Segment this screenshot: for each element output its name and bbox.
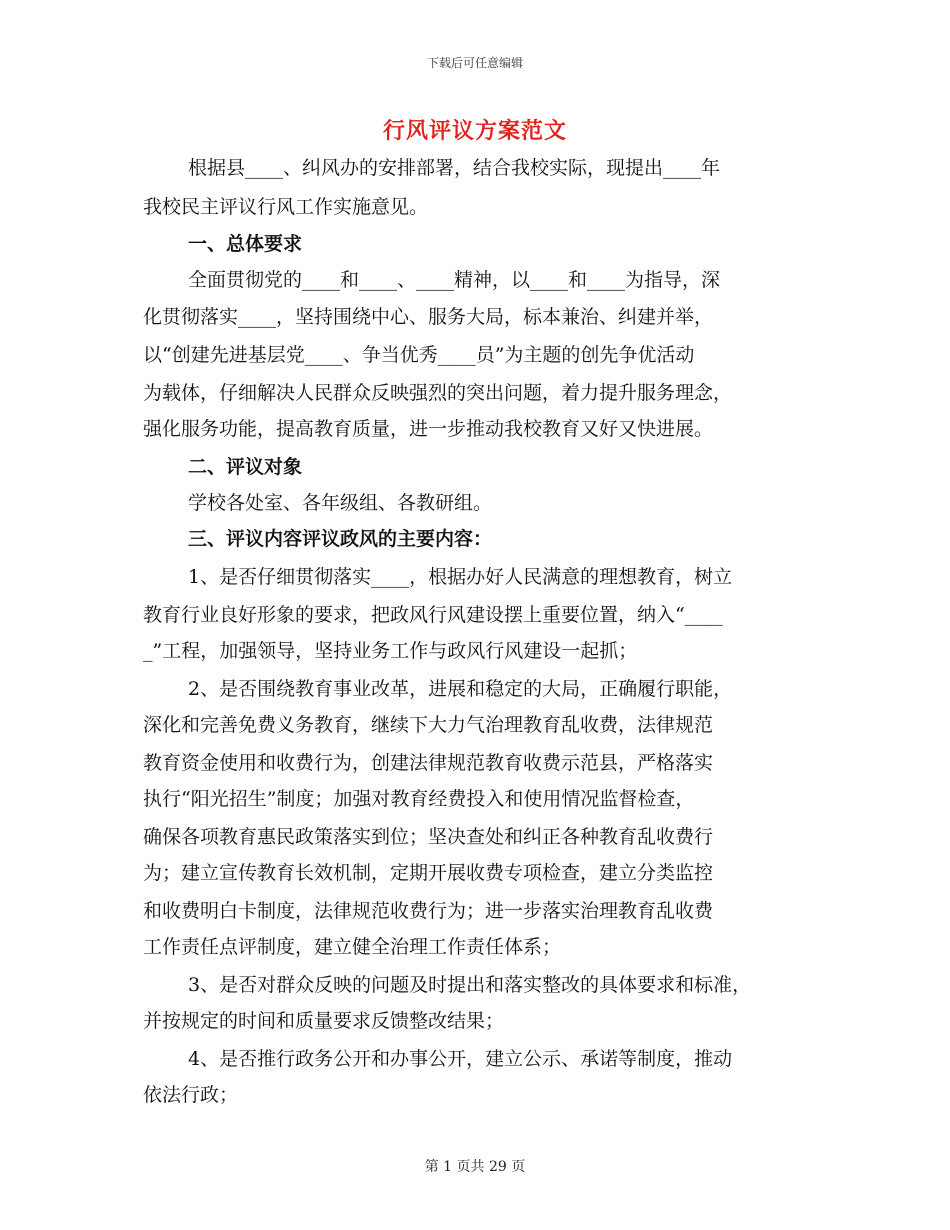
paragraph-line: 执行“阳光招生”制度；加强对教育经费投入和使用情况监督检查， [143,788,695,810]
paragraph-line: 我校民主评议行风工作实施意见。 [143,196,429,218]
section-heading: 一、总体要求 [188,233,303,255]
paragraph-line: 学校各处室、各年级组、各教研组。 [188,492,493,514]
paragraph-line: 工作责任点评制度，建立健全治理工作责任体系； [143,936,562,958]
paragraph-line: 3、是否对群众反映的问题及时提出和落实整改的具体要求和标准， [188,974,752,996]
paragraph-line: 和收费明白卡制度，法律规范收费行为；进一步落实治理教育乱收费 [143,900,714,922]
paragraph-line: 依法行政； [143,1084,239,1106]
document-title: 行风评议方案范文 [382,118,567,144]
paragraph-line: 化贯彻落实____，坚持围绕中心、服务大局，标本兼治、纠建并举， [143,306,714,328]
paragraph-line: 并按规定的时间和质量要求反馈整改结果； [143,1010,505,1032]
page-footer: 第 1 页共 29 页 [424,1159,526,1175]
paragraph-line: 根据县____、纠风办的安排部署，结合我校实际，现提出____年 [188,157,721,179]
paragraph-line: 全面贯彻党的____和____、____精神，以____和____为指导，深 [188,269,721,291]
section-heading: 三、评议内容评议政风的主要内容： [188,528,493,550]
paragraph-line: 为载体，仔细解决人民群众反映强烈的突出问题，着力提升服务理念， [143,382,733,404]
paragraph-line: 1、是否仔细贯彻落实____，根据办好人民满意的理想教育，树立 [188,566,733,588]
paragraph-line: 教育资金使用和收费行为，创建法律规范教育收费示范县，严格落实 [143,752,714,774]
paragraph-line: 4、是否推行政务公开和办事公开，建立公示、承诺等制度，推动 [188,1048,733,1070]
paragraph-line: _”工程，加强领导，坚持业务工作与政风行风建设一起抓； [143,640,638,662]
paragraph-line: 以“创建先进基层党____、争当优秀____员”为主题的创先争优活动 [143,344,695,366]
paragraph-line: 2、是否围绕教育事业改革，进展和稳定的大局，正确履行职能， [188,678,733,700]
section-heading: 二、评议对象 [188,456,303,478]
header-note: 下载后可任意编辑 [426,56,523,70]
paragraph-line: 为；建立宣传教育长效机制，定期开展收费专项检查，建立分类监控 [143,862,714,884]
paragraph-line: 确保各项教育惠民政策落实到位；坚决查处和纠正各种教育乱收费行 [143,826,714,848]
paragraph-line: 教育行业良好形象的要求，把政风行风建设摆上重要位置，纳入“____ [143,604,723,626]
paragraph-line: 强化服务功能，提高教育质量，进一步推动我校教育又好又快进展。 [143,418,714,440]
paragraph-line: 深化和完善免费义务教育，继续下大力气治理教育乱收费，法律规范 [143,714,714,736]
